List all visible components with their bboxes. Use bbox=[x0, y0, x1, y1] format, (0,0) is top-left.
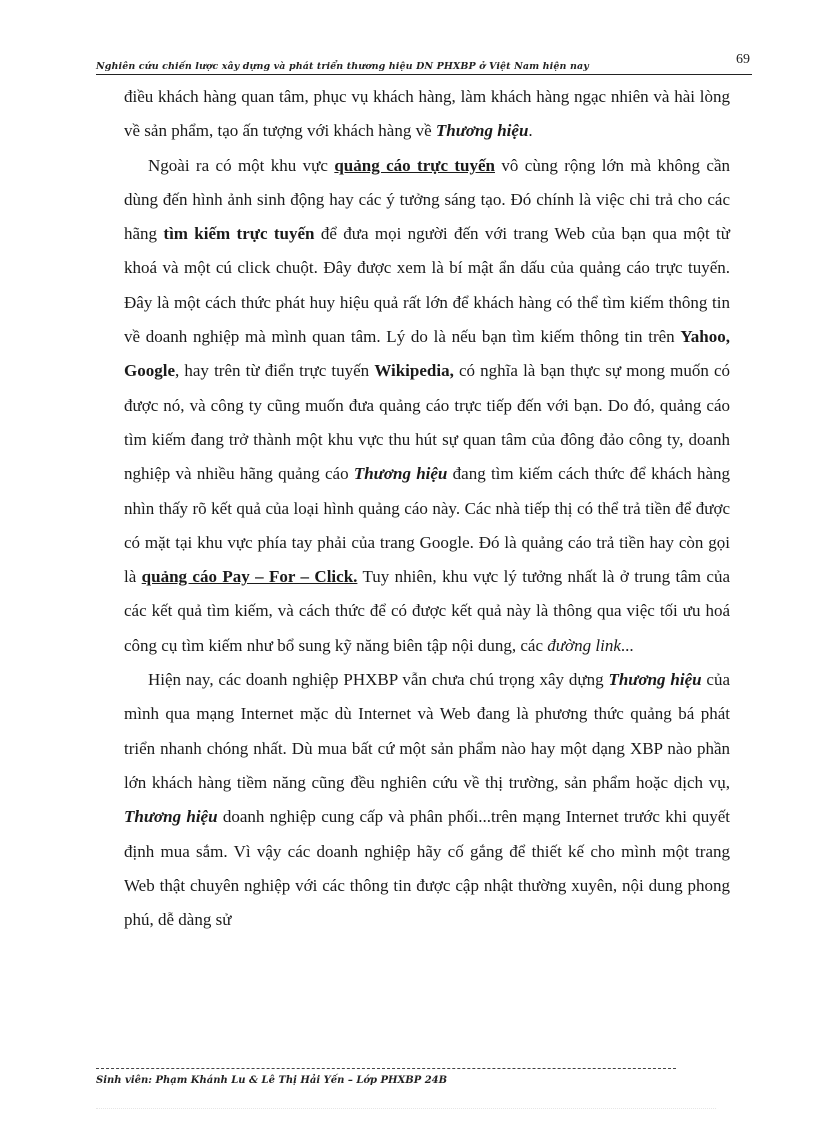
paragraph bbox=[124, 663, 730, 937]
text-run: để đưa mọi người đến với trang Web của bạn qua một từ khoá và một cú click chuột. Đây được xem là bí mật ẩn dấu của quảng cáo trực tuyến. Đây là một cách thức phát huy hiệu quả rất lớn để khách hàng có thể tìm kiếm thông tin về doanh nghiệp mà mình quan tâm. Lý do là nếu bạn tìm kiếm thông tin trên bbox=[124, 224, 730, 347]
text-run: của mình qua mạng Internet mặc dù Internet và Web đang là phương thức quảng bá phát triển nhanh chóng nhất. Dù mua bất cứ một sản phẩm nào hay một dạng XBP nào phần lớn khách hàng tiềm năng cũng đều nghiên cứu về thị trường, sản phẩm hoặc dịch vụ, bbox=[124, 670, 731, 792]
emphasis-text: Wikipedia, bbox=[374, 361, 454, 381]
emphasis-text: Thương hiệu bbox=[608, 670, 702, 690]
running-header bbox=[96, 52, 752, 75]
emphasis-text: Thương hiệu bbox=[435, 121, 529, 141]
text-run: vô cùng rộng lớn mà không cần dùng đến hình ảnh sinh động hay các ý tưởng sáng tạo. Đó chính là việc chi trả cho các hãng bbox=[124, 155, 730, 244]
emphasis-text: Thương hiệu bbox=[124, 807, 218, 827]
text-run: điều khách hàng quan tâm, phục vụ khách hàng, làm khách hàng ngạc nhiên và hài lòng về sản phẩm, tạo ấn tượng với khách hàng về bbox=[124, 87, 730, 141]
text-run: doanh nghiệp cung cấp và phân phối...trên mạng Internet trước khi quyết định mua sắm. Vì vậy các doanh nghiệp hãy cố gắng để thiết kế cho mình một trang Web thật chuyên nghiệp với các thông tin được cập nhật thường xuyên, nội dung phong phú, dễ dàng sử bbox=[124, 807, 731, 930]
header-title: Nghiên cứu chiến lược xây dựng và phát triển thương hiệu DN PHXBP ở Việt Nam hiện nay bbox=[96, 61, 589, 72]
running-footer bbox=[96, 1068, 676, 1086]
paragraph bbox=[124, 149, 730, 663]
page-number: 69 bbox=[736, 52, 750, 67]
text-run: Hiện nay, các doanh nghiệp PHXBP vẫn chưa chú trọng xây dựng bbox=[148, 670, 609, 690]
emphasis-text: Thương hiệu bbox=[353, 464, 448, 484]
emphasis-text: tìm kiếm trực tuyến bbox=[163, 224, 315, 244]
emphasis-text: Yahoo, Google bbox=[124, 327, 730, 381]
body-text bbox=[124, 80, 730, 937]
text-run: có nghĩa là bạn thực sự mong muốn có được nó, và công ty cũng muốn đưa quảng cáo trực tiếp đến với bạn. Do đó, quảng cáo tìm kiếm đang trở thành một khu vực thu hút sự quan tâm của đông đảo công ty, doanh nghiệp và nhiều hãng quảng cáo bbox=[124, 361, 731, 484]
text-run: Ngoài ra có một khu vực bbox=[148, 155, 335, 175]
text-run: ... bbox=[620, 635, 634, 655]
footer-dotted-rule bbox=[96, 1108, 716, 1109]
text-run: . bbox=[528, 121, 533, 141]
text-run: , hay trên từ điển trực tuyến bbox=[175, 361, 375, 381]
text-run: đang tìm kiếm cách thức để khách hàng nhìn thấy rõ kết quả của loại hình quảng cáo này. Các nhà tiếp thị có thể trả tiền để được có mặt tại khu vực phía tay phải của trang Google. Đó là quảng cáo trả tiền hay còn gọi là bbox=[124, 464, 730, 587]
paragraph bbox=[124, 80, 730, 149]
text-run: Tuy nhiên, khu vực lý tưởng nhất là ở trung tâm của các kết quả tìm kiếm, và cách thức để có được kết quả này là thông qua việc tối ưu hoá công cụ tìm kiếm như bổ sung kỹ năng biên tập nội dung, các bbox=[124, 567, 730, 655]
footer-author-line: Sinh viên: Phạm Khánh Lu & Lê Thị Hải Yến – Lớp PHXBP 24B bbox=[96, 1075, 448, 1086]
emphasis-text: đường link bbox=[547, 635, 621, 655]
emphasis-text: quảng cáo trực tuyến bbox=[334, 155, 495, 175]
emphasis-text: quảng cáo Pay – For – Click. bbox=[141, 567, 358, 587]
